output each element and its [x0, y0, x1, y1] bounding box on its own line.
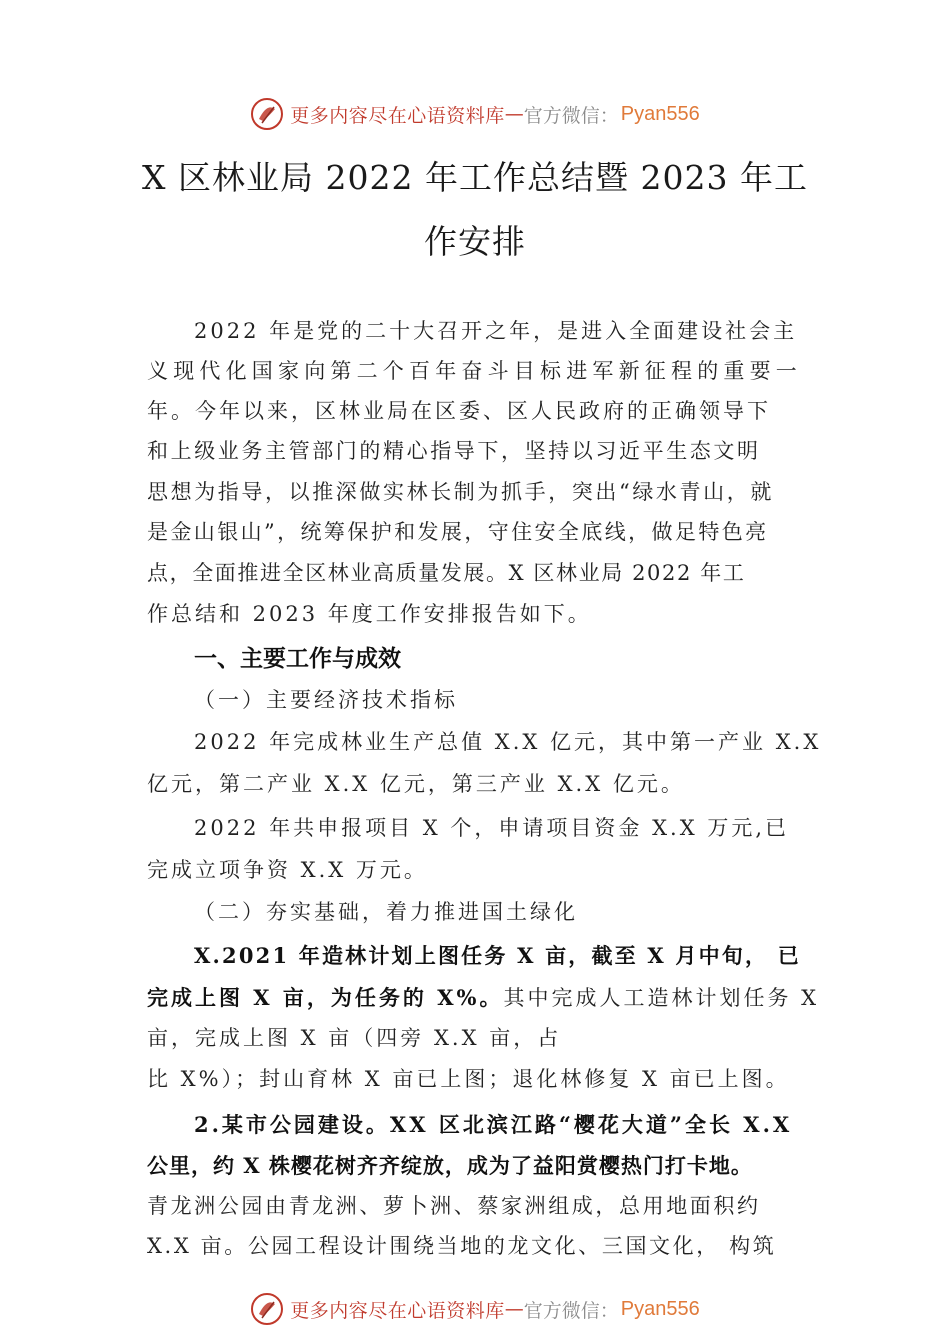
intro-line: 年。今年以来，区林业局在区委、区人民政府的正确领导下: [147, 399, 771, 423]
watermark-separator: —: [504, 1298, 524, 1320]
item2-line-4: X.X 亩。公园工程设计围绕当地的龙文化、三国文化， 构筑: [147, 1234, 777, 1258]
watermark-wechat-id: Pyan556: [620, 102, 700, 125]
watermark-brand: 更多内容尽在心语资料库: [290, 1299, 505, 1322]
item2-bold-line-2: 公里，约 X 株樱花树齐齐绽放，成为了益阳赏樱热门打卡地。: [147, 1153, 753, 1178]
watermark-separator: —: [504, 103, 524, 125]
watermark-official: 官方微信：: [523, 104, 619, 127]
paragraph-line: 完成立项争资 X.X 万元。: [147, 858, 428, 882]
item1-line-3: 亩，完成上图 X 亩（四旁 X.X 亩，占: [147, 1026, 562, 1050]
watermark-official: 官方微信：: [523, 1299, 619, 1322]
subsection-heading-2: （二）夯实基础，着力推进国土绿化: [194, 900, 578, 924]
item1-rest-line-2: 其中完成人工造林计划任务 X: [503, 986, 820, 1010]
paragraph-line: 亿元，第二产业 X.X 亿元，第三产业 X.X 亿元。: [147, 772, 685, 796]
item1-bold-line: X.2021 年造林计划上图任务 X 亩，截至 X 月中旬， 已: [194, 943, 801, 968]
item2-bold-line: 2.某市公⁢园建设。XX 区北滨江路“樱花大道”全长 X.X: [194, 1112, 793, 1137]
paragraph-line: 2022 年共申报项目 X 个，申请项目资金 X.X 万元,已: [194, 816, 790, 840]
intro-line: 和上级业务主管部门的精心指导下，坚持以习近平生态文明: [147, 439, 761, 463]
watermark-banner-top: [0, 94, 950, 134]
subsection-heading-1: （一）主要经济技术指标: [194, 688, 458, 712]
item1-bold-line-2: 完成上图 X 亩，为任务的 X%。: [147, 985, 504, 1010]
intro-line: 2022 年是党的二十大召开之年，是进入全面建设社会主: [194, 319, 798, 343]
watermark-brand: 更多内容尽在心语资料库: [290, 104, 505, 127]
section-heading-1: 一、主要工作与成效: [194, 646, 401, 672]
document-title-line-1: X 区林业局 2022 年工作总结暨 2023 年工: [142, 158, 808, 197]
item1-line-4: 比 X%）；封山育林 X 亩已上图；退化林修复 X 亩已上图。: [147, 1067, 790, 1091]
watermark-banner-bottom: [0, 1289, 950, 1329]
brand-logo-icon: [250, 97, 284, 131]
intro-line: 义现代化国家向第二个百年奋斗目标进军新征程的重要一: [147, 359, 802, 383]
intro-line: 是金山银山”，统筹保护和发展，守住安全底线，做足特色亮: [147, 520, 769, 544]
paragraph-line: 2022 年完成林业生产总值 X.X 亿元，其中第一产业 X.X: [194, 730, 822, 754]
intro-line: 思想为指导，以推深做实林长制为抓手，突出“绿水青山，就: [147, 480, 774, 504]
item2-line-3: 青龙洲公园由青龙洲、萝卜洲、蔡家洲组成，总用地面积约: [147, 1194, 761, 1218]
intro-line: 点，全面推进全区林业高质量发展。X 区林业局 2022 年工: [147, 561, 746, 585]
watermark-wechat-id: Pyan556: [620, 1297, 700, 1320]
document-title-line-2: 作安排: [424, 222, 526, 261]
item1-line-2: [147, 982, 819, 1012]
brand-logo-icon: [250, 1292, 284, 1326]
intro-line: 作总结和 2023 年度工作安排报告如下。: [147, 602, 592, 626]
